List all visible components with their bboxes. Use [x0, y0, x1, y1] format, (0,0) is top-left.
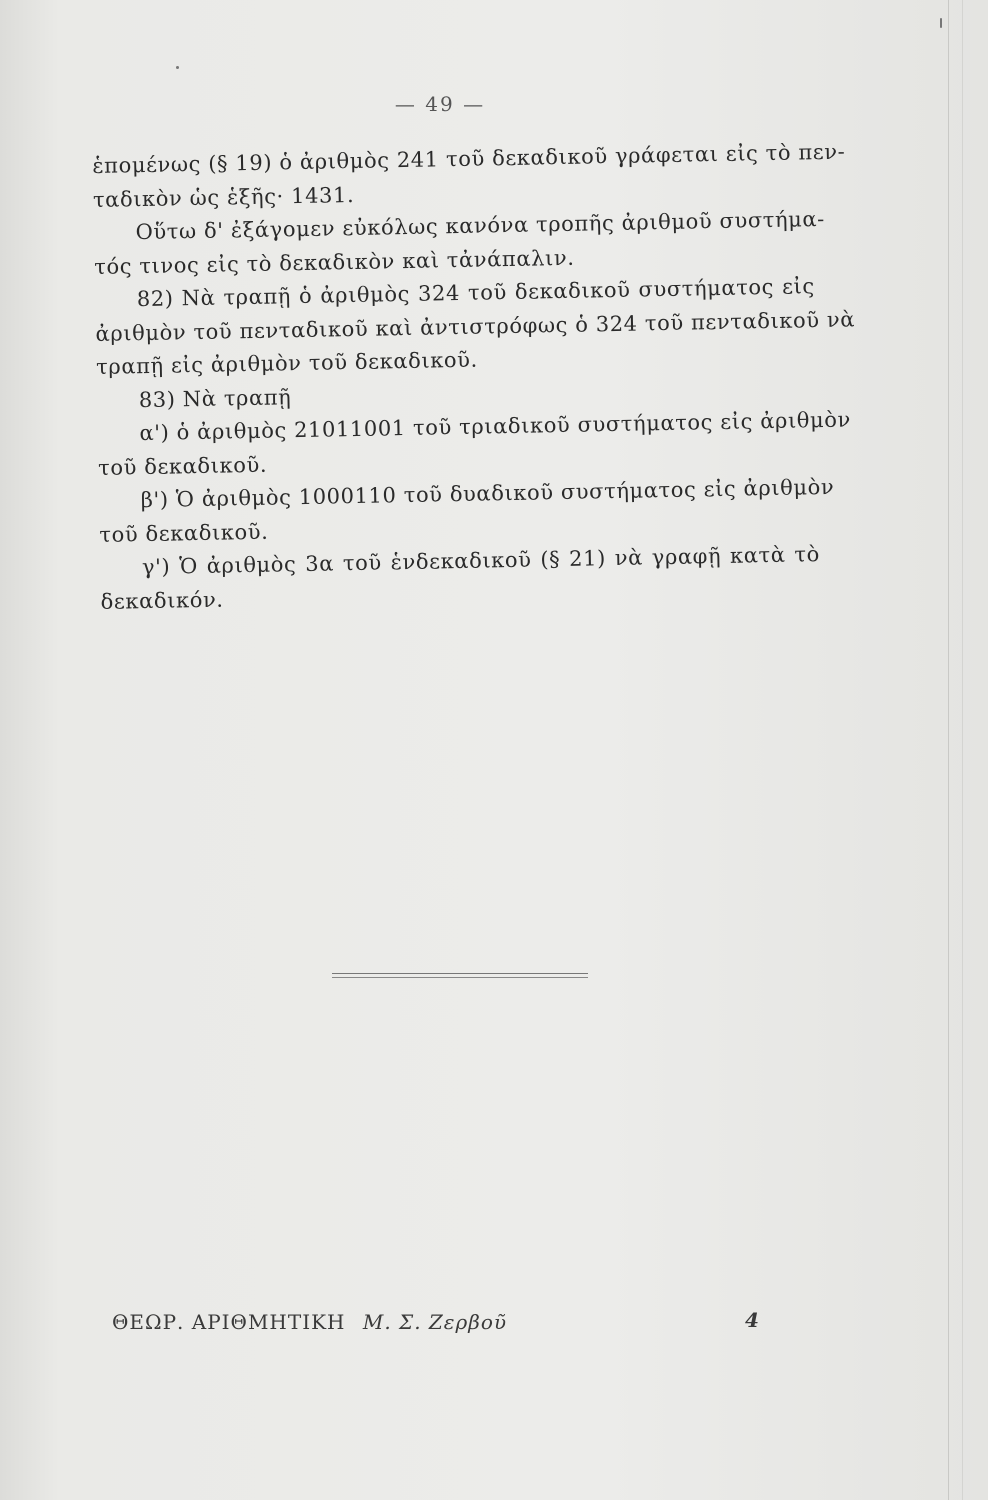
print-speck — [176, 66, 179, 69]
text-line: τός τινος εἰς τὸ δεκαδικὸν καὶ τἀνάπαλιν. — [94, 245, 575, 279]
section-divider — [332, 973, 588, 978]
page-edge-line — [948, 0, 949, 1500]
text-line: τραπῇ εἰς ἀριθμὸν τοῦ δεκαδικοῦ. — [95, 347, 479, 379]
text-line: δεκαδικόν. — [100, 587, 224, 614]
page-edge-line — [962, 0, 963, 1500]
text-line: ἀριθμὸν τοῦ πενταδικοῦ καὶ ἀντιστρόφως ὁ 324 τοῦ πενταδικοῦ νὰ — [95, 306, 856, 346]
text-line: 83) Νὰ τραπῇ — [138, 384, 292, 412]
text-line: τοῦ δεκαδικοῦ. — [99, 519, 269, 547]
text-line: γ') Ὁ ἀριθμὸς 3α τοῦ ἑνδεκαδικοῦ (§ 21) νὰ γραφῇ κατὰ τὸ — [141, 542, 821, 580]
text-line: ἑπομένως (§ 19) ὁ ἀριθμὸς 241 τοῦ δεκαδικοῦ γράφεται εἰς τὸ πεν- — [92, 139, 846, 178]
text-line: 82) Νὰ τραπῇ ὁ ἀριθμὸς 324 τοῦ δεκαδικοῦ συστήματος εἰς — [136, 274, 815, 312]
text-line: τοῦ δεκαδικοῦ. — [97, 452, 268, 480]
text-line: ταδικὸν ὡς ἑξῆς· 1431. — [92, 182, 355, 212]
page-number: — 49 — — [394, 92, 486, 116]
text-line: β') Ὁ ἀριθμὸς 1000110 τοῦ δυαδικοῦ συστήματος εἰς ἀριθμὸν — [140, 474, 835, 513]
sheet-number: 4 — [745, 1308, 759, 1332]
print-speck — [940, 18, 942, 28]
body-text — [92, 136, 856, 619]
text-line: Οὕτω δ' ἐξάγομεν εὐκόλως κανόνα τροπῆς ἀριθμοῦ συστήμα- — [135, 206, 826, 245]
author-name: Μ. Σ. Ζερβοῦ — [362, 1310, 508, 1334]
text-line: α') ὁ ἀριθμὸς 21011001 τοῦ τριαδικοῦ συστήματος εἰς ἀριθμὸν — [139, 407, 852, 446]
footer-signature — [112, 1310, 507, 1334]
book-title: ΘΕΩΡ. ΑΡΙΘΜΗΤΙΚΗ — [112, 1310, 346, 1334]
